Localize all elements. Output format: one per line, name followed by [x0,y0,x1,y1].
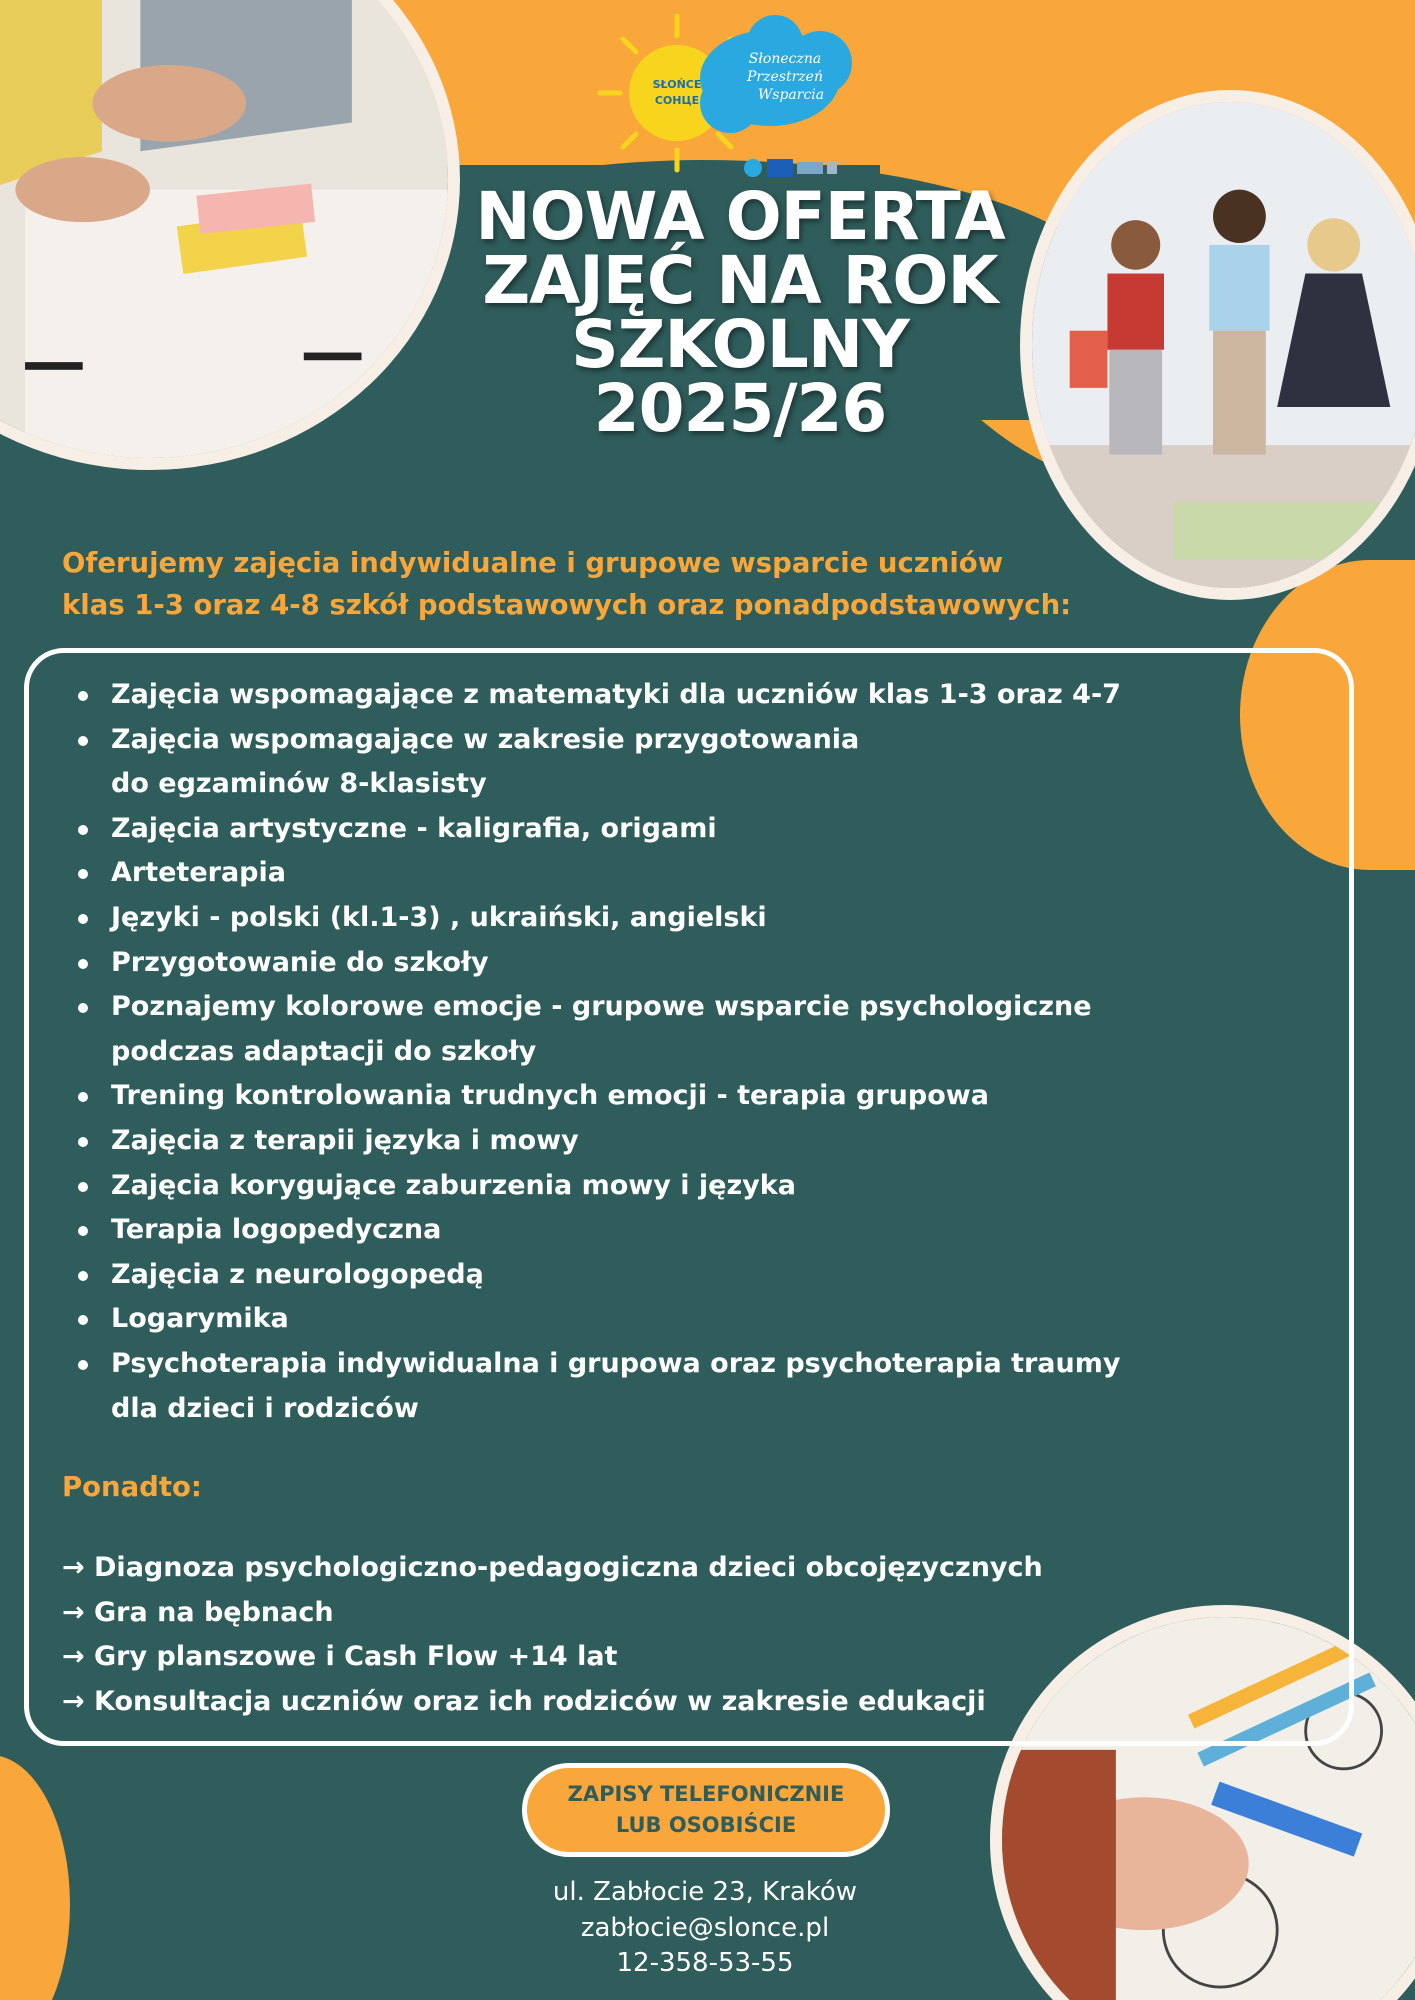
list-item: Poznajemy kolorowe emocje - grupowe wsparcie psychologiczne podczas adaptacji do szkoły [75,985,1155,1074]
more-item: → Diagnoza psychologiczno-pedagogiczna dzieci obcojęzycznych [62,1552,1043,1583]
contact-info [470,1875,940,1982]
title-line: ZAJĘĆ NA ROK [482,242,998,319]
contact-phone[interactable]: 12-358-53-55 [616,1948,794,1978]
list-item: Zajęcia artystyczne - kaligrafia, origami [75,807,1155,852]
more-item: → Gra na bębnach [62,1596,334,1628]
partner-logos [744,159,837,177]
logo [595,8,865,183]
list-item: Zajęcia z neurologopedą [75,1253,1155,1298]
list-item: Terapia logopedyczna [75,1208,1155,1253]
offer-list [75,673,1155,1431]
list-item: Języki - polski (kl.1-3) , ukraiński, angielski [75,896,1155,941]
logo-cloud-text-1: Słoneczna [748,51,822,67]
contact-email[interactable]: zabłocie@slonce.pl [580,1912,830,1943]
photo-children-jumping [1020,90,1415,600]
page-title [470,178,1010,447]
intro-line: klas 1-3 oraz 4-8 szkół podstawowych oraz ponadpodstawowych: [62,589,1072,621]
logo-sun-text-1: SŁOŃCE [652,78,702,91]
intro-text [62,542,1212,626]
title-line: NOWA OFERTA [475,178,1005,255]
title-line: SZKOLNY [571,306,909,383]
list-item: Psychoterapia indywidualna i grupowa oraz psychoterapia traumy dla dzieci i rodziców [75,1342,1155,1431]
title-line: 2025/26 [593,370,887,447]
intro-line: Oferujemy zajęcia indywidualne i grupowe wsparcie uczniów [62,547,1004,579]
signup-button[interactable]: ZAPISY TELEFONICZNIE LUB OSOBIŚCIE [522,1763,890,1857]
orange-bottom-left-blob [0,1755,70,2000]
list-item: Arteterapia [75,851,1155,896]
more-item: → Konsultacja uczniów oraz ich rodziców w zakresie edukacji [62,1685,986,1717]
list-item: Zajęcia z terapii języka i mowy [75,1119,1155,1164]
contact-address: ul. Zabłocie 23, Kraków [552,1877,858,1907]
more-heading: Ponadto: [62,1471,202,1503]
more-list [62,1546,1142,1724]
logo-cloud-text-2: Przestrzeń [747,69,823,85]
more-item: → Gry planszowe i Cash Flow +14 lat [62,1641,618,1673]
list-item: Przygotowanie do szkoły [75,941,1155,986]
list-item: Logarymika [75,1297,1155,1342]
list-item: Zajęcia korygujące zaburzenia mowy i języka [75,1164,1155,1209]
list-item: Trening kontrolowania trudnych emocji - terapia grupowa [75,1074,1155,1119]
list-item: Zajęcia wspomagające w zakresie przygotowania do egzaminów 8-klasisty [75,718,1155,807]
logo-cloud-text-3: Wsparcia [757,87,825,103]
list-item: Zajęcia wspomagające z matematyki dla uczniów klas 1-3 oraz 4-7 [75,673,1155,718]
logo-sun-text-2: СОНЦЕ [654,94,700,107]
